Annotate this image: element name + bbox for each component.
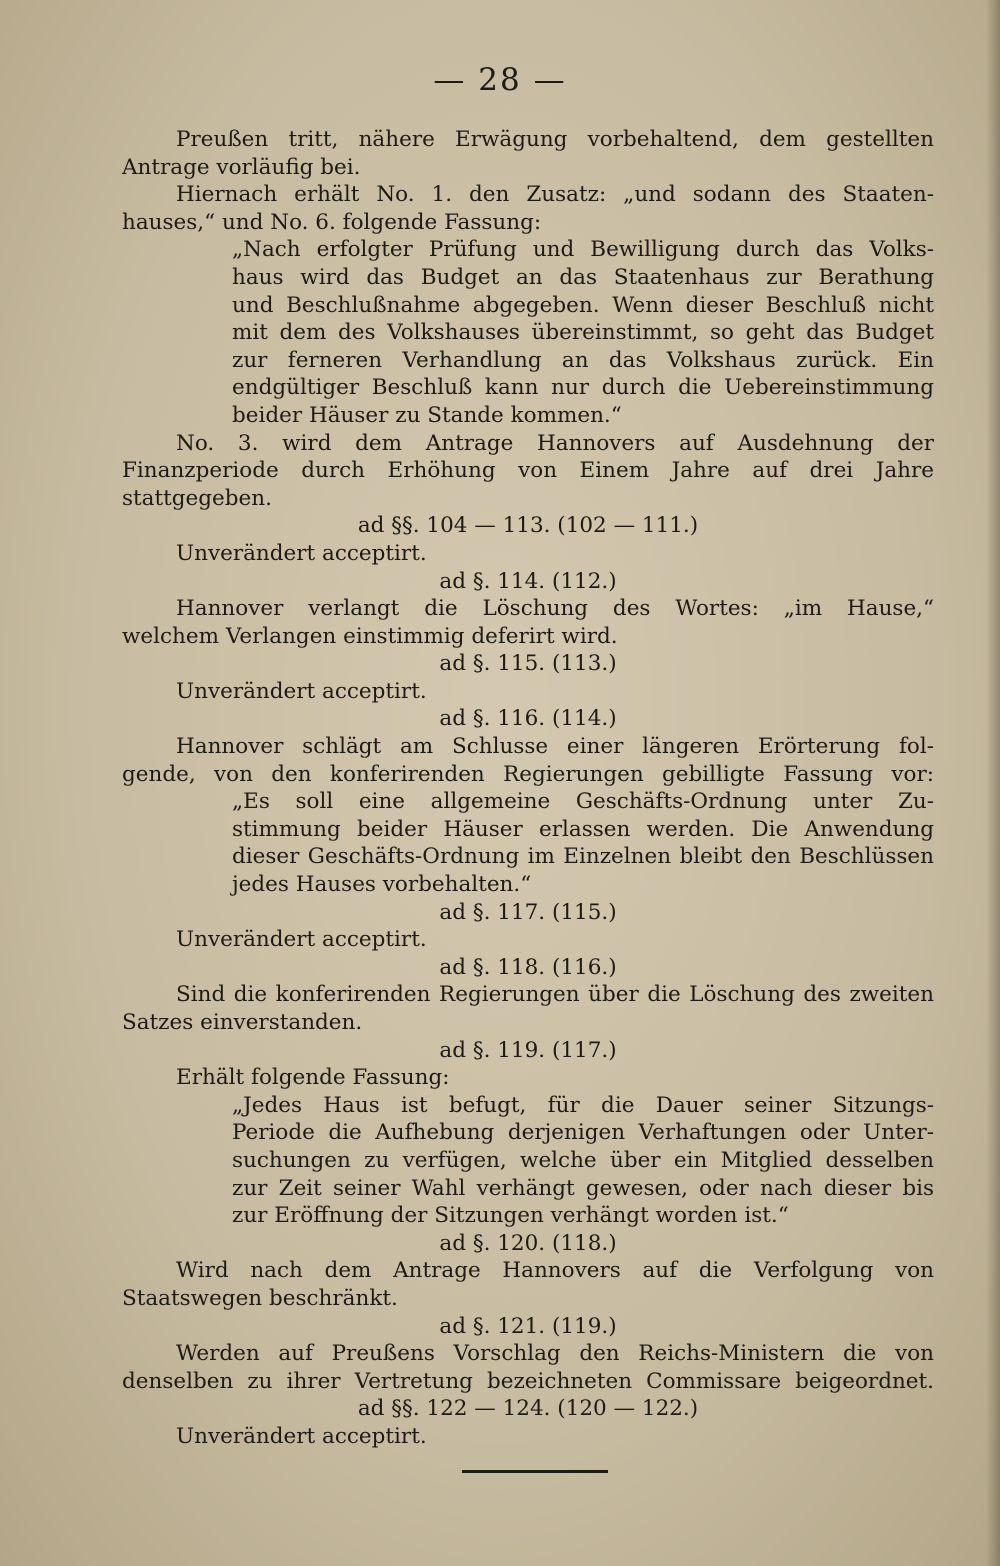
text-line: Hannover verlangt die Löschung des Wortes: „im Hause,“ (176, 596, 934, 622)
text-line: „Jedes Haus ist befugt, für die Dauer seiner Sitzungs- (232, 1092, 934, 1118)
text-line: haus wird das Budget an das Staatenhaus zur Berathung (232, 264, 934, 290)
text-line: hauses,“ und No. 6. folgende Fassung: (122, 209, 542, 235)
text-line: zur Eröffnung der Sitzungen verhängt worden ist.“ (232, 1203, 789, 1229)
text-line: denselben zu ihrer Vertretung bezeichneten Commissare beigeordnet. (122, 1368, 934, 1394)
text-line: endgültiger Beschluß kann nur durch die Uebereinstimmung (232, 375, 934, 401)
text-line: „Es soll eine allgemeine Geschäfts-Ordnung unter Zu- (232, 789, 934, 815)
text-line: jedes Hauses vorbehalten.“ (232, 872, 532, 898)
text-line: Erhält folgende Fassung: (176, 1065, 450, 1091)
page-body-text (122, 126, 934, 1451)
text-line: Preußen tritt, nähere Erwägung vorbehaltend, dem gestellten (176, 127, 934, 152)
text-line: Unverändert acceptirt. (176, 540, 427, 566)
text-line: ad §. 115. (113.) (439, 651, 617, 677)
text-line: Finanzperiode durch Erhöhung von Einem Jahre auf drei Jahre (122, 458, 934, 484)
text-line: Hiernach erhält No. 1. den Zusatz: „und sodann des Staaten- (176, 182, 934, 208)
text-line: Antrage vorläufig bei. (122, 154, 361, 180)
text-line: ad §. 117. (115.) (439, 899, 617, 925)
text-line: dieser Geschäfts-Ordnung im Einzelnen bleibt den Beschlüssen (232, 844, 934, 870)
text-line: ad §. 114. (112.) (439, 568, 617, 594)
text-line: Periode die Aufhebung derjenigen Verhaftungen oder Unter- (232, 1120, 934, 1146)
text-line: Unverändert acceptirt. (176, 927, 427, 953)
text-line: Sind die konferirenden Regierungen über die Löschung des zweiten (176, 982, 934, 1008)
text-line: ad §. 118. (116.) (439, 954, 617, 980)
text-line: Unverändert acceptirt. (176, 678, 427, 704)
closing-rule (462, 1470, 608, 1473)
text-line: No. 3. wird dem Antrage Hannovers auf Ausdehnung der (176, 430, 934, 456)
text-line: Wird nach dem Antrage Hannovers auf die Verfolgung von (176, 1258, 934, 1284)
text-line: Satzes einverstanden. (122, 1010, 363, 1035)
text-line: und Beschlußnahme abgegeben. Wenn dieser Beschluß nicht (232, 292, 934, 318)
text-line: „Nach erfolgter Prüfung und Bewilligung durch das Volks- (232, 237, 934, 263)
text-line: stimmung beider Häuser erlassen werden. Die Anwendung (232, 816, 934, 842)
text-line: beider Häuser zu Stande kommen.“ (232, 402, 622, 428)
text-line: ad §§. 104 — 113. (102 — 111.) (357, 513, 699, 539)
page-number: — 28 — (433, 62, 567, 98)
text-line: Hannover schlägt am Schlusse einer längeren Erörterung fol- (176, 734, 934, 760)
page-edge-shadow (986, 0, 1000, 1566)
text-line: stattgegeben. (122, 485, 272, 511)
text-line: ad §. 116. (114.) (439, 706, 617, 732)
text-line: mit dem des Volkshauses übereinstimmt, so geht das Budget (232, 320, 934, 346)
text-line: ad §. 120. (118.) (439, 1230, 617, 1256)
text-line: suchungen zu verfügen, welche über ein Mitglied desselben (232, 1147, 934, 1173)
text-line: Staatswegen beschränkt. (122, 1285, 398, 1311)
text-line: ad §. 119. (117.) (439, 1037, 617, 1063)
text-line: welchem Verlangen einstimmig deferirt wird. (122, 623, 618, 649)
text-line: ad §. 121. (119.) (439, 1313, 617, 1339)
text-line: Unverändert acceptirt. (176, 1423, 427, 1449)
text-line: gende, von den konferirenden Regierungen gebilligte Fassung vor: (122, 761, 934, 787)
text-line: ad §§. 122 — 124. (120 — 122.) (357, 1396, 699, 1422)
text-line: zur ferneren Verhandlung an das Volkshaus zurück. Ein (232, 347, 934, 373)
text-line: Werden auf Preußens Vorschlag den Reichs-Ministern die von (176, 1341, 934, 1367)
text-line: zur Zeit seiner Wahl verhängt gewesen, oder nach dieser bis (232, 1175, 934, 1201)
